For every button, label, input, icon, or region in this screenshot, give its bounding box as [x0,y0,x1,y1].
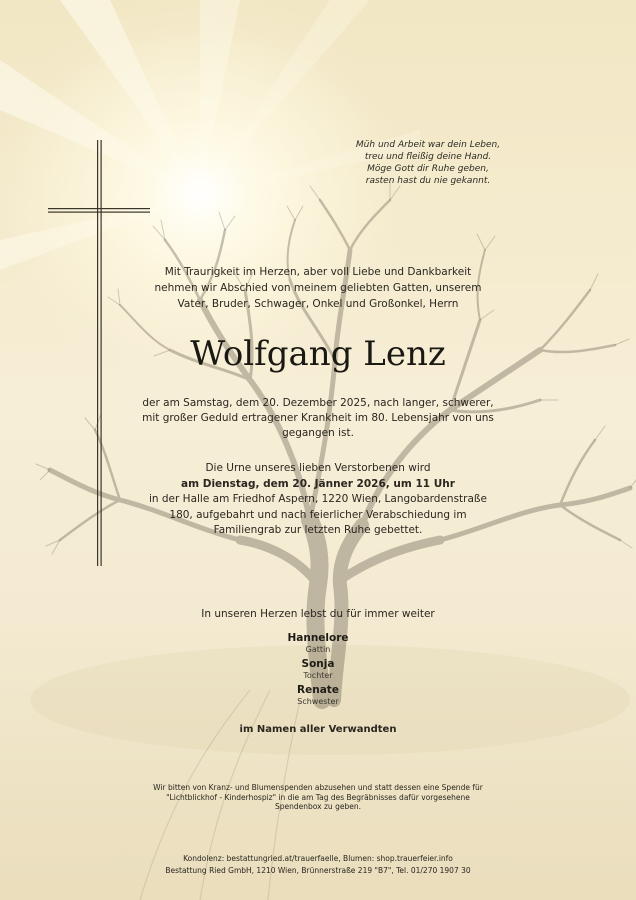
funeral-date: am Dienstag, dem 20. Jänner 2026, um 11 Uhr [181,477,455,490]
mourner-entry [0,658,636,680]
funeral-line: 180, aufgebahrt und nach feierlicher Verabschiedung im [169,508,467,521]
undertaker-footer [0,853,636,877]
deceased-name: Wolfgang Lenz [190,334,446,374]
donation-note-line: "Lichtblickhof - Kinderhospiz" in die am Tag des Begräbnisses dafür vorgesehene [166,792,470,802]
condolence-info: Kondolenz: bestattungried.at/trauerfaelle, Blumen: shop.trauerfeier.info [183,854,453,863]
funeral-line: in der Halle am Friedhof Aspern, 1220 Wien, Langobardenstraße [148,493,487,505]
funeral-line: Familiengrab zur letzten Ruhe gebettet. [213,524,423,536]
poem-line: rasten hast du nie gekannt. [365,176,491,186]
intro-line: nehmen wir Abschied von meinem geliebten Gatten, unserem [154,282,482,294]
mourner-entry [0,632,636,654]
death-notice-line: gegangen ist. [282,427,354,439]
donation-note [0,783,636,812]
undertaker-address: Bestattung Ried GmbH, 1210 Wien, Brünnerstraße 219 "B7", Tel. 01/270 1907 30 [165,866,471,875]
death-notice [0,396,636,441]
mourner-relation: Tochter [303,671,333,680]
announcement-intro [0,264,636,312]
death-notice-line: mit großer Geduld ertragener Krankheit im 80. Lebensjahr von uns [142,412,494,424]
donation-note-line: Spendenbox zu geben. [275,802,361,811]
mourner-name: Renate [297,684,339,696]
mourner-name: Sonja [301,658,335,670]
relatives-line: im Namen aller Verwandten [239,724,397,735]
mourner-relation: Gattin [305,645,331,654]
donation-note-line: Wir bitten von Kranz- und Blumenspenden abzusehen und statt dessen eine Spende für [153,783,483,792]
death-notice-line: der am Samstag, dem 20. Dezember 2025, nach langer, schwerer, [142,397,494,409]
mourner-entry [0,684,636,706]
mourner-name: Hannelore [287,632,349,644]
funeral-details [0,461,636,539]
intro-line: Vater, Bruder, Schwager, Onkel und Großonkel, Herrn [177,298,459,310]
mourner-relation: Schwester [297,697,339,706]
intro-line: Mit Traurigkeit im Herzen, aber voll Liebe und Dankbarkeit [164,266,472,278]
funeral-line: Die Urne unseres lieben Verstorbenen wird [205,462,431,474]
poem-line: treu und fleißig deine Hand. [364,152,492,162]
poem-line: Möge Gott dir Ruhe geben, [367,164,489,174]
memorial-motto: In unseren Herzen lebst du für immer weiter [201,608,435,620]
memorial-poem [328,139,528,187]
poem-line: Müh und Arbeit war dein Leben, [355,140,501,150]
